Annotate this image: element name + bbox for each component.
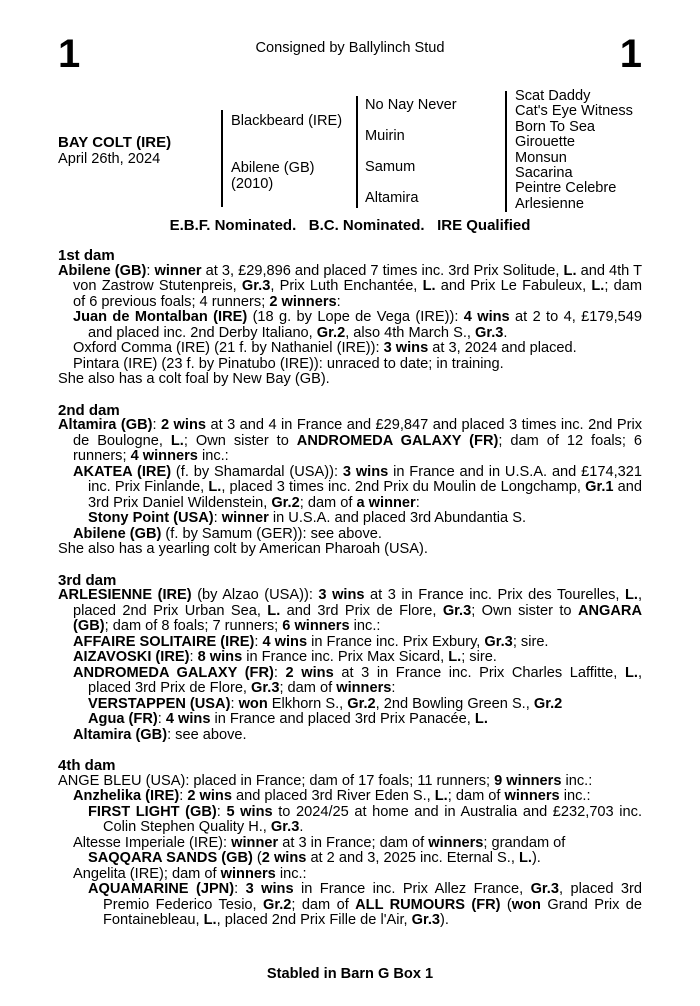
pedigree-entry: VERSTAPPEN (USA): won Elkhorn S., Gr.2, 2nd Bowling Green S., Gr.2 xyxy=(88,695,563,712)
section-heading: 4th dam xyxy=(58,757,116,774)
pedigree-dam xyxy=(231,160,315,192)
pedigree-entry: She also has a yearling colt by American Pharoah (USA). xyxy=(58,541,428,557)
pedigree-line-3 xyxy=(505,91,507,212)
pedigree-line-2 xyxy=(356,96,358,208)
pedigree-g3-item: Monsun xyxy=(515,149,567,166)
section-heading: 1st dam xyxy=(58,247,115,264)
pedigree-entry: AIZAVOSKI (IRE): 8 wins in France inc. Prix Max Sicard, L.; sire. xyxy=(73,649,497,665)
pedigree-g2-1: Muirin xyxy=(365,128,405,144)
pedigree-g3-item: Cat's Eye Witness xyxy=(515,103,633,120)
pedigree-g2-3: Altamira xyxy=(365,190,419,206)
lot-number-right: 1 xyxy=(619,32,642,76)
pedigree-entry: AQUAMARINE (JPN): 3 wins in France inc. Prix Allez France, Gr.3, placed 3rd Premio Federico Tesio, Gr.2; dam of ALL RUMOURS (FR) (won Grand Prix de Fontainebleau, L., placed 2nd Prix Fille de l'Air, Gr.3). xyxy=(88,881,643,928)
pedigree-entry: SAQQARA SANDS (GB) (2 wins at 2 and 3, 2025 inc. Eternal S., L.). xyxy=(88,850,541,866)
pedigree-dam-year: (2010) xyxy=(231,176,274,192)
pedigree-entry: Stony Point (USA): winner in U.S.A. and placed 3rd Abundantia S. xyxy=(88,510,526,526)
lot-number-left: 1 xyxy=(58,32,81,76)
pedigree-g3-item: Sacarina xyxy=(515,165,573,182)
pedigree-entry: Oxford Comma (IRE) (21 f. by Nathaniel (IRE)): 3 wins at 3, 2024 and placed. xyxy=(73,340,577,356)
pedigree-entry: ANDROMEDA GALAXY (FR): 2 wins at 3 in France inc. Prix Charles Laffitte, L., placed 3rd Prix de Flore, Gr.3; dam of winners: xyxy=(73,664,643,696)
pedigree-g3-item: Arlesienne xyxy=(515,195,584,212)
pedigree-entry: AKATEA (IRE) (f. by Shamardal (USA)): 3 wins in France and in U.S.A. and £174,321 inc. Prix Finlande, L., placed 3 times inc. 2nd Prix du Moulin de Longchamp, Gr.1 and 3rd Prix Daniel Wildenstein, Gr.2; dam of a winner: xyxy=(73,463,643,511)
horse-heading xyxy=(58,135,171,167)
pedigree-dam-name: Abilene (GB) xyxy=(231,160,315,176)
pedigree-sire: Blackbeard (IRE) xyxy=(231,113,343,129)
pedigree-entry: Anzhelika (IRE): 2 wins and placed 3rd River Eden S., L.; dam of winners inc.: xyxy=(73,788,591,804)
horse-title: BAY COLT (IRE) xyxy=(58,134,172,151)
pedigree-entry: Angelita (IRE); dam of winners inc.: xyxy=(73,865,307,882)
pedigree-g2-0: No Nay Never xyxy=(365,97,457,113)
stabled-location: Stabled in Barn G Box 1 xyxy=(266,966,434,982)
pedigree-g3 xyxy=(515,89,633,212)
pedigree-g2-2: Samum xyxy=(365,159,416,175)
pedigree-entry: Abilene (GB): winner at 3, £29,896 and placed 7 times inc. 3rd Prix Solitude, L. and 4th T von Zastrow Stutenpreis, Gr.3, Prix Luth Enchantée, L. and Prix Le Fabuleux, L.; dam of 6 previous foals; 4 runners; 2 winners: xyxy=(58,262,643,310)
pedigree-entry: Juan de Montalban (IRE) (18 g. by Lope de Vega (IRE)): 4 wins at 2 to 4, £179,549 and placed inc. 2nd Derby Italiano, Gr.2, also 4th March S., Gr.3. xyxy=(73,309,642,341)
pedigree-g3-item: Peintre Celebre xyxy=(515,180,617,197)
pedigree-entry: Abilene (GB) (f. by Samum (GER)): see above. xyxy=(73,525,382,542)
pedigree-entry: Pintara (IRE) (23 f. by Pinatubo (IRE)): unraced to date; in training. xyxy=(73,355,504,372)
pedigree-entry: ANGE BLEU (USA): placed in France; dam of 17 foals; 11 runners; 9 winners inc.: xyxy=(58,772,593,789)
horse-foaled: April 26th, 2024 xyxy=(58,151,161,167)
pedigree-g3-item: Born To Sea xyxy=(515,118,596,135)
pedigree-entry: She also has a colt foal by New Bay (GB). xyxy=(58,371,330,387)
pedigree-entry: Altamira (GB): 2 wins at 3 and 4 in France and £29,847 and placed 3 times inc. 2nd Prix de Boulogne, L.; Own sister to ANDROMEDA GALAXY (FR); dam of 12 foals; 6 runners; 4 winners inc.: xyxy=(58,417,643,464)
pedigree-entry: ARLESIENNE (IRE) (by Alzao (USA)): 3 wins at 3 in France inc. Prix des Tourelles, L., placed 2nd Prix Urban Sea, L. and 3rd Prix de Flore, Gr.3; Own sister to ANGARA (GB); dam of 8 foals; 7 runners; 6 winners inc.: xyxy=(58,587,643,634)
pedigree-entry: Agua (FR): 4 wins in France and placed 3rd Prix Panacée, L. xyxy=(88,711,488,727)
pedigree-entry: Altamira (GB): see above. xyxy=(73,726,247,743)
section-heading: 3rd dam xyxy=(58,571,117,589)
section-heading: 2nd dam xyxy=(58,401,120,419)
consignor: Consigned by Ballylinch Stud xyxy=(255,40,445,56)
pedigree-entry: FIRST LIGHT (GB): 5 wins to 2024/25 at home and in Australia and £232,703 inc. Colin Stephen Quality H., Gr.3. xyxy=(88,803,642,835)
nominations: E.B.F. Nominated. B.C. Nominated. IRE Qualified xyxy=(169,217,531,234)
pedigree-entry: AFFAIRE SOLITAIRE (IRE): 4 wins in France inc. Prix Exbury, Gr.3; sire. xyxy=(73,633,549,650)
pedigree-g3-item: Girouette xyxy=(515,134,576,151)
pedigree-entry: Altesse Imperiale (IRE): winner at 3 in France; dam of winners; grandam of xyxy=(73,834,566,851)
pedigree-line-1 xyxy=(221,110,223,207)
pedigree-g3-item: Scat Daddy xyxy=(515,88,591,104)
pedigree-notes xyxy=(58,248,642,929)
